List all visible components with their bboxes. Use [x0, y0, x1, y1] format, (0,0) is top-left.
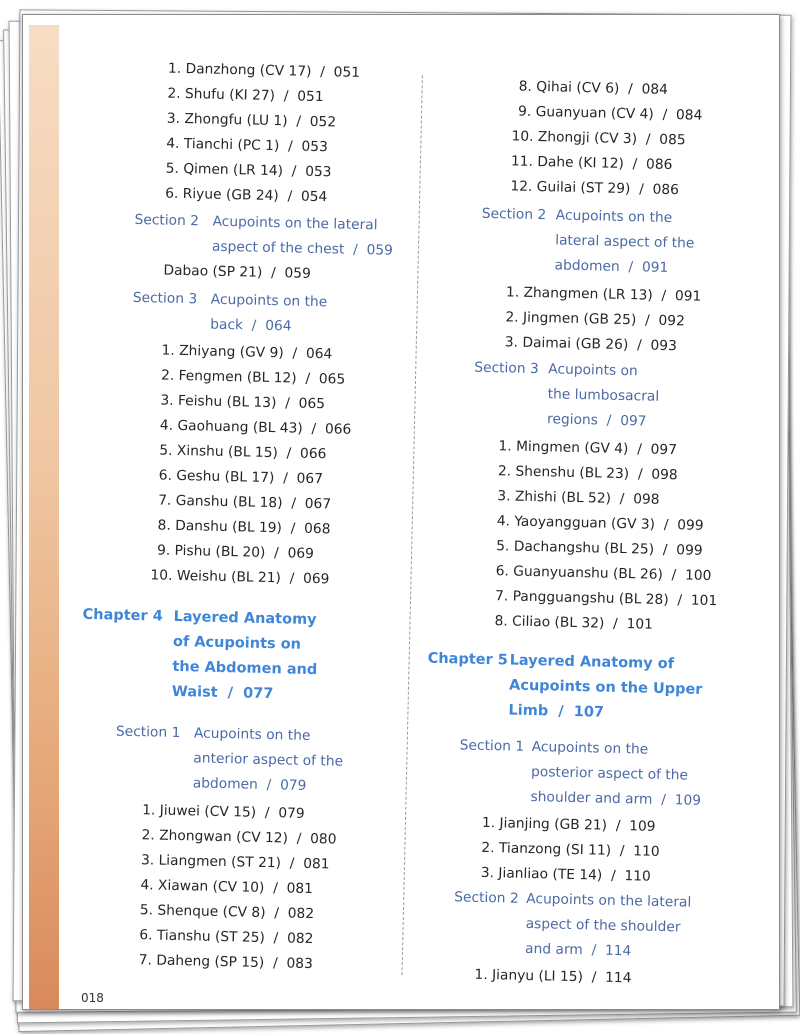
section-title[interactable]: abdomen / 079	[192, 775, 307, 794]
toc-entry[interactable]: 3. Feishu (BL 13) / 065	[160, 392, 326, 413]
toc-entry[interactable]: 1. Zhangmen (LR 13) / 091	[505, 284, 702, 305]
toc-entry[interactable]: 8. Qihai (CV 6) / 084	[518, 78, 669, 98]
toc-entry[interactable]: 4. Gaohuang (BL 43) / 066	[159, 417, 352, 438]
section-label: Section 2	[481, 205, 547, 224]
toc-entry[interactable]: 4. Tianchi (PC 1) / 053	[166, 135, 329, 156]
toc-entry[interactable]: 7. Pangguangshu (BL 28) / 101	[494, 588, 718, 610]
toc-entry[interactable]: 3. Jianliao (TE 14) / 110	[480, 864, 651, 885]
chapter-title[interactable]: Acupoints on the Upper	[508, 677, 703, 698]
column-divider	[401, 75, 422, 975]
chapter-title[interactable]: Layered Anatomy	[173, 608, 317, 629]
toc-entry[interactable]: 2. Tianzong (SI 11) / 110	[481, 839, 660, 860]
section-title[interactable]: regions / 097	[546, 411, 647, 430]
section-label: Section 1	[459, 737, 525, 755]
toc-entry[interactable]: 3. Zhishi (BL 52) / 098	[497, 488, 660, 508]
toc-entry[interactable]: 5. Xinshu (BL 15) / 066	[159, 442, 327, 463]
chapter-title[interactable]: Layered Anatomy of	[509, 652, 675, 673]
toc-page	[22, 14, 780, 1010]
toc-entry[interactable]: 5. Dachangshu (BL 25) / 099	[496, 538, 703, 559]
toc-entry[interactable]: 8. Danshu (BL 19) / 068	[157, 517, 331, 538]
section-title[interactable]: anterior aspect of the	[193, 750, 344, 770]
chapter-title[interactable]: Limb / 107	[508, 702, 605, 721]
section-label: Section 3	[474, 359, 539, 378]
section-title[interactable]: back / 064	[210, 316, 292, 335]
section-title[interactable]: aspect of the chest / 059	[211, 238, 394, 259]
toc-entry[interactable]: 6. Riyue (GB 24) / 054	[164, 185, 328, 206]
section-title[interactable]: Acupoints on the	[210, 291, 328, 311]
section-title[interactable]: Acupoints on the lateral	[526, 890, 692, 911]
chapter-title[interactable]: Waist / 077	[171, 683, 274, 703]
toc-entry[interactable]: 4. Yaoyangguan (GV 3) / 099	[496, 513, 704, 534]
toc-entry[interactable]: 8. Ciliao (BL 32) / 101	[494, 613, 654, 633]
toc-entry[interactable]: Dabao (SP 21) / 059	[163, 262, 312, 282]
section-title[interactable]: Acupoints on the lateral	[212, 213, 378, 234]
section-title[interactable]: Acupoints on the	[531, 739, 649, 758]
section-title[interactable]: lateral aspect of the	[555, 232, 695, 252]
section-title[interactable]: Acupoints on	[548, 361, 638, 380]
section-title[interactable]: the lumbosacral	[547, 386, 660, 405]
page-number: 018	[81, 991, 104, 1005]
toc-entry[interactable]: 6. Tianshu (ST 25) / 082	[139, 927, 314, 948]
toc-entry[interactable]: 10. Weishu (BL 21) / 069	[150, 567, 330, 588]
toc-entry[interactable]: 9. Pishu (BL 20) / 069	[156, 542, 315, 563]
section-title[interactable]: shoulder and arm / 109	[530, 789, 702, 809]
chapter-title[interactable]: the Abdomen and	[172, 658, 318, 679]
toc-entry[interactable]: 5. Qimen (LR 14) / 053	[165, 160, 332, 181]
toc-entry[interactable]: 7. Ganshu (BL 18) / 067	[158, 492, 332, 513]
section-title[interactable]: aspect of the shoulder	[525, 915, 681, 936]
toc-entry[interactable]: 6. Guanyuanshu (BL 26) / 100	[495, 563, 712, 585]
toc-entry[interactable]: 12. Guilai (ST 29) / 086	[510, 178, 680, 199]
chapter-label: Chapter 4	[82, 606, 163, 625]
toc-entry[interactable]: 1. Jianjing (GB 21) / 109	[481, 814, 656, 835]
toc-entry[interactable]: 9. Guanyuan (CV 4) / 084	[517, 103, 703, 124]
toc-entry[interactable]: 7. Daheng (SP 15) / 083	[138, 952, 313, 973]
toc-entry[interactable]: 2. Zhongwan (CV 12) / 080	[141, 827, 337, 848]
toc-content	[22, 14, 780, 1010]
toc-entry[interactable]: 3. Daimai (GB 26) / 093	[504, 334, 678, 355]
toc-entry[interactable]: 10. Zhongji (CV 3) / 085	[511, 128, 686, 149]
toc-entry[interactable]: 3. Zhongfu (LU 1) / 052	[166, 110, 337, 131]
toc-entry[interactable]: 2. Shufu (KI 27) / 051	[167, 85, 324, 106]
section-title[interactable]: and arm / 114	[524, 940, 632, 960]
section-title[interactable]: Acupoints on the	[193, 725, 311, 744]
chapter-label: Chapter 5	[427, 650, 509, 669]
toc-entry[interactable]: 2. Jingmen (GB 25) / 092	[505, 309, 686, 330]
section-title[interactable]: Acupoints on the	[555, 207, 673, 227]
section-title[interactable]: abdomen / 091	[554, 257, 669, 276]
toc-entry[interactable]: 4. Xiawan (CV 10) / 081	[140, 877, 314, 898]
toc-entry[interactable]: 2. Shenshu (BL 23) / 098	[497, 463, 678, 484]
section-label: Section 3	[132, 289, 198, 308]
section-label: Section 1	[115, 723, 181, 742]
toc-entry[interactable]: 1. Jianyu (LI 15) / 114	[474, 966, 632, 987]
toc-entry[interactable]: 1. Zhiyang (GV 9) / 064	[161, 342, 333, 363]
toc-entry[interactable]: 1. Danzhong (CV 17) / 051	[167, 60, 361, 81]
toc-entry[interactable]: 2. Fengmen (BL 12) / 065	[160, 367, 346, 388]
section-title[interactable]: posterior aspect of the	[530, 764, 689, 784]
toc-entry[interactable]: 1. Jiuwei (CV 15) / 079	[141, 802, 305, 822]
chapter-title[interactable]: of Acupoints on	[172, 633, 302, 653]
toc-entry[interactable]: 6. Geshu (BL 17) / 067	[158, 467, 324, 488]
toc-entry[interactable]: 3. Liangmen (ST 21) / 081	[140, 852, 330, 873]
section-label: Section 2	[454, 889, 519, 907]
toc-entry[interactable]: 1. Mingmen (GV 4) / 097	[498, 438, 678, 459]
toc-entry[interactable]: 11. Dahe (KI 12) / 086	[510, 153, 673, 174]
section-label: Section 2	[134, 211, 200, 230]
toc-entry[interactable]: 5. Shenque (CV 8) / 082	[139, 902, 315, 923]
